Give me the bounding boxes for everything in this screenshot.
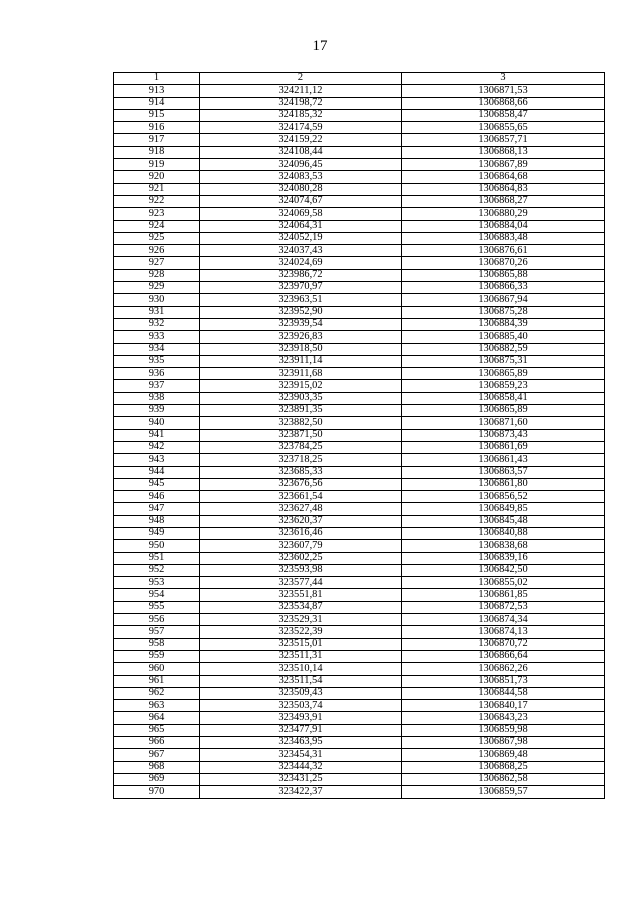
cell-y-coordinate: 1306868,25 (402, 761, 605, 773)
table-row (114, 183, 605, 195)
cell-x-coordinate: 324108,44 (200, 146, 402, 158)
cell-y-coordinate: 1306885,40 (402, 331, 605, 343)
cell-x-coordinate: 323431,25 (200, 773, 402, 785)
cell-x-coordinate: 324185,32 (200, 109, 402, 121)
cell-x-coordinate: 323784,25 (200, 441, 402, 453)
table-row (114, 429, 605, 441)
table-row (114, 503, 605, 515)
table-header (114, 73, 605, 85)
cell-y-coordinate: 1306864,68 (402, 171, 605, 183)
cell-point-number: 970 (114, 786, 200, 798)
table-row (114, 749, 605, 761)
cell-x-coordinate: 323602,25 (200, 552, 402, 564)
cell-y-coordinate: 1306875,28 (402, 306, 605, 318)
table-row (114, 700, 605, 712)
table-row (114, 675, 605, 687)
cell-point-number: 955 (114, 601, 200, 613)
cell-y-coordinate: 1306869,48 (402, 749, 605, 761)
cell-x-coordinate: 324159,22 (200, 134, 402, 146)
table-row (114, 626, 605, 638)
cell-y-coordinate: 1306857,71 (402, 134, 605, 146)
cell-x-coordinate: 323685,33 (200, 466, 402, 478)
cell-point-number: 962 (114, 687, 200, 699)
cell-x-coordinate: 323891,35 (200, 405, 402, 417)
cell-point-number: 941 (114, 429, 200, 441)
cell-y-coordinate: 1306883,48 (402, 232, 605, 244)
cell-x-coordinate: 324198,72 (200, 97, 402, 109)
cell-x-coordinate: 324052,19 (200, 232, 402, 244)
cell-x-coordinate: 324037,43 (200, 245, 402, 257)
cell-y-coordinate: 1306855,02 (402, 577, 605, 589)
cell-point-number: 951 (114, 552, 200, 564)
table-row (114, 85, 605, 97)
table-row (114, 687, 605, 699)
table-row (114, 318, 605, 330)
cell-x-coordinate: 324064,31 (200, 220, 402, 232)
table-row (114, 368, 605, 380)
cell-point-number: 922 (114, 195, 200, 207)
cell-x-coordinate: 323444,32 (200, 761, 402, 773)
cell-point-number: 934 (114, 343, 200, 355)
cell-x-coordinate: 323522,39 (200, 626, 402, 638)
table-row (114, 737, 605, 749)
cell-y-coordinate: 1306843,23 (402, 712, 605, 724)
cell-y-coordinate: 1306871,53 (402, 85, 605, 97)
table-row (114, 441, 605, 453)
cell-y-coordinate: 1306840,17 (402, 700, 605, 712)
cell-y-coordinate: 1306862,58 (402, 773, 605, 785)
cell-point-number: 915 (114, 109, 200, 121)
cell-y-coordinate: 1306865,89 (402, 405, 605, 417)
table-row (114, 355, 605, 367)
cell-point-number: 948 (114, 515, 200, 527)
cell-point-number: 927 (114, 257, 200, 269)
cell-y-coordinate: 1306874,34 (402, 614, 605, 626)
cell-point-number: 952 (114, 564, 200, 576)
cell-y-coordinate: 1306840,88 (402, 527, 605, 539)
table-row (114, 650, 605, 662)
cell-point-number: 919 (114, 159, 200, 171)
table-row (114, 773, 605, 785)
cell-point-number: 923 (114, 208, 200, 220)
cell-y-coordinate: 1306856,52 (402, 491, 605, 503)
cell-point-number: 918 (114, 146, 200, 158)
table-row (114, 343, 605, 355)
table-row (114, 269, 605, 281)
cell-point-number: 946 (114, 491, 200, 503)
cell-point-number: 968 (114, 761, 200, 773)
cell-point-number: 966 (114, 737, 200, 749)
cell-point-number: 935 (114, 355, 200, 367)
table-row (114, 109, 605, 121)
cell-x-coordinate: 323911,14 (200, 355, 402, 367)
cell-y-coordinate: 1306871,60 (402, 417, 605, 429)
column-header-point-number: 1 (114, 73, 200, 85)
cell-point-number: 928 (114, 269, 200, 281)
cell-point-number: 924 (114, 220, 200, 232)
table-row (114, 306, 605, 318)
cell-x-coordinate: 323534,87 (200, 601, 402, 613)
cell-x-coordinate: 323718,25 (200, 454, 402, 466)
cell-point-number: 929 (114, 282, 200, 294)
cell-y-coordinate: 1306859,23 (402, 380, 605, 392)
cell-y-coordinate: 1306870,26 (402, 257, 605, 269)
table-row (114, 454, 605, 466)
cell-point-number: 937 (114, 380, 200, 392)
cell-point-number: 961 (114, 675, 200, 687)
cell-x-coordinate: 324083,53 (200, 171, 402, 183)
cell-point-number: 932 (114, 318, 200, 330)
cell-x-coordinate: 324024,69 (200, 257, 402, 269)
cell-x-coordinate: 323515,01 (200, 638, 402, 650)
table-row (114, 614, 605, 626)
cell-x-coordinate: 324211,12 (200, 85, 402, 97)
cell-point-number: 930 (114, 294, 200, 306)
cell-point-number: 956 (114, 614, 200, 626)
cell-y-coordinate: 1306884,04 (402, 220, 605, 232)
cell-point-number: 933 (114, 331, 200, 343)
cell-x-coordinate: 324174,59 (200, 122, 402, 134)
cell-x-coordinate: 323509,43 (200, 687, 402, 699)
cell-y-coordinate: 1306882,59 (402, 343, 605, 355)
cell-x-coordinate: 323510,14 (200, 663, 402, 675)
table-row (114, 663, 605, 675)
table-row (114, 761, 605, 773)
cell-x-coordinate: 323963,51 (200, 294, 402, 306)
cell-x-coordinate: 323503,74 (200, 700, 402, 712)
column-header-y-coordinate: 3 (402, 73, 605, 85)
table-row (114, 97, 605, 109)
table-row (114, 122, 605, 134)
cell-point-number: 942 (114, 441, 200, 453)
cell-y-coordinate: 1306867,98 (402, 737, 605, 749)
table-row (114, 491, 605, 503)
cell-point-number: 926 (114, 245, 200, 257)
cell-x-coordinate: 323627,48 (200, 503, 402, 515)
cell-y-coordinate: 1306876,61 (402, 245, 605, 257)
cell-x-coordinate: 323918,50 (200, 343, 402, 355)
cell-point-number: 921 (114, 183, 200, 195)
cell-y-coordinate: 1306861,80 (402, 478, 605, 490)
table-row (114, 392, 605, 404)
cell-y-coordinate: 1306865,89 (402, 368, 605, 380)
cell-y-coordinate: 1306861,43 (402, 454, 605, 466)
cell-y-coordinate: 1306865,88 (402, 269, 605, 281)
cell-y-coordinate: 1306849,85 (402, 503, 605, 515)
cell-y-coordinate: 1306839,16 (402, 552, 605, 564)
cell-x-coordinate: 323939,54 (200, 318, 402, 330)
table-row (114, 208, 605, 220)
cell-point-number: 944 (114, 466, 200, 478)
cell-y-coordinate: 1306859,98 (402, 724, 605, 736)
table-row (114, 159, 605, 171)
cell-x-coordinate: 323529,31 (200, 614, 402, 626)
cell-point-number: 964 (114, 712, 200, 724)
cell-y-coordinate: 1306842,50 (402, 564, 605, 576)
cell-point-number: 917 (114, 134, 200, 146)
cell-point-number: 967 (114, 749, 200, 761)
cell-point-number: 931 (114, 306, 200, 318)
cell-y-coordinate: 1306844,58 (402, 687, 605, 699)
table-row (114, 282, 605, 294)
table-row (114, 257, 605, 269)
cell-x-coordinate: 323871,50 (200, 429, 402, 441)
table-row (114, 245, 605, 257)
cell-point-number: 959 (114, 650, 200, 662)
cell-x-coordinate: 323661,54 (200, 491, 402, 503)
header-row (114, 73, 605, 85)
cell-y-coordinate: 1306875,31 (402, 355, 605, 367)
cell-y-coordinate: 1306864,83 (402, 183, 605, 195)
cell-y-coordinate: 1306868,66 (402, 97, 605, 109)
table-row (114, 417, 605, 429)
cell-point-number: 960 (114, 663, 200, 675)
cell-y-coordinate: 1306873,43 (402, 429, 605, 441)
cell-y-coordinate: 1306884,39 (402, 318, 605, 330)
table-row (114, 294, 605, 306)
cell-x-coordinate: 323607,79 (200, 540, 402, 552)
cell-point-number: 965 (114, 724, 200, 736)
cell-y-coordinate: 1306868,27 (402, 195, 605, 207)
cell-x-coordinate: 323577,44 (200, 577, 402, 589)
cell-x-coordinate: 323903,35 (200, 392, 402, 404)
cell-point-number: 957 (114, 626, 200, 638)
table-row (114, 786, 605, 798)
cell-x-coordinate: 323422,37 (200, 786, 402, 798)
cell-x-coordinate: 323676,56 (200, 478, 402, 490)
table-row (114, 577, 605, 589)
cell-x-coordinate: 323463,95 (200, 737, 402, 749)
cell-y-coordinate: 1306870,72 (402, 638, 605, 650)
cell-y-coordinate: 1306866,33 (402, 282, 605, 294)
cell-y-coordinate: 1306862,26 (402, 663, 605, 675)
cell-point-number: 939 (114, 405, 200, 417)
cell-x-coordinate: 324074,67 (200, 195, 402, 207)
cell-point-number: 949 (114, 527, 200, 539)
cell-x-coordinate: 323551,81 (200, 589, 402, 601)
cell-point-number: 943 (114, 454, 200, 466)
cell-y-coordinate: 1306866,64 (402, 650, 605, 662)
cell-y-coordinate: 1306872,53 (402, 601, 605, 613)
coordinates-table (113, 72, 605, 799)
cell-y-coordinate: 1306867,89 (402, 159, 605, 171)
cell-x-coordinate: 323986,72 (200, 269, 402, 281)
cell-x-coordinate: 324096,45 (200, 159, 402, 171)
cell-x-coordinate: 324080,28 (200, 183, 402, 195)
cell-x-coordinate: 323952,90 (200, 306, 402, 318)
cell-x-coordinate: 323926,83 (200, 331, 402, 343)
table-row (114, 589, 605, 601)
table-row (114, 724, 605, 736)
cell-y-coordinate: 1306858,47 (402, 109, 605, 121)
cell-point-number: 940 (114, 417, 200, 429)
cell-point-number: 953 (114, 577, 200, 589)
cell-x-coordinate: 323477,91 (200, 724, 402, 736)
table-row (114, 134, 605, 146)
table-row (114, 195, 605, 207)
cell-point-number: 958 (114, 638, 200, 650)
cell-y-coordinate: 1306851,73 (402, 675, 605, 687)
table-row (114, 638, 605, 650)
cell-y-coordinate: 1306863,57 (402, 466, 605, 478)
page-number: 17 (312, 38, 328, 54)
cell-x-coordinate: 323616,46 (200, 527, 402, 539)
cell-point-number: 954 (114, 589, 200, 601)
table-row (114, 466, 605, 478)
table-row (114, 331, 605, 343)
cell-y-coordinate: 1306861,85 (402, 589, 605, 601)
cell-x-coordinate: 323620,37 (200, 515, 402, 527)
cell-point-number: 914 (114, 97, 200, 109)
cell-x-coordinate: 323511,54 (200, 675, 402, 687)
cell-x-coordinate: 323915,02 (200, 380, 402, 392)
cell-point-number: 913 (114, 85, 200, 97)
table-row (114, 220, 605, 232)
table-row (114, 405, 605, 417)
cell-y-coordinate: 1306868,13 (402, 146, 605, 158)
cell-x-coordinate: 324069,58 (200, 208, 402, 220)
cell-point-number: 925 (114, 232, 200, 244)
cell-y-coordinate: 1306838,68 (402, 540, 605, 552)
cell-y-coordinate: 1306845,48 (402, 515, 605, 527)
cell-point-number: 936 (114, 368, 200, 380)
cell-x-coordinate: 323493,91 (200, 712, 402, 724)
column-header-x-coordinate: 2 (200, 73, 402, 85)
cell-x-coordinate: 323882,50 (200, 417, 402, 429)
cell-y-coordinate: 1306874,13 (402, 626, 605, 638)
cell-y-coordinate: 1306858,41 (402, 392, 605, 404)
table-row (114, 601, 605, 613)
cell-point-number: 969 (114, 773, 200, 785)
cell-point-number: 963 (114, 700, 200, 712)
cell-y-coordinate: 1306867,94 (402, 294, 605, 306)
cell-point-number: 920 (114, 171, 200, 183)
table-body (114, 85, 605, 798)
cell-y-coordinate: 1306859,57 (402, 786, 605, 798)
cell-point-number: 916 (114, 122, 200, 134)
cell-x-coordinate: 323911,68 (200, 368, 402, 380)
table-row (114, 478, 605, 490)
table-row (114, 515, 605, 527)
cell-y-coordinate: 1306861,69 (402, 441, 605, 453)
table-row (114, 232, 605, 244)
cell-x-coordinate: 323593,98 (200, 564, 402, 576)
table-row (114, 171, 605, 183)
cell-x-coordinate: 323511,31 (200, 650, 402, 662)
cell-y-coordinate: 1306880,29 (402, 208, 605, 220)
table-row (114, 552, 605, 564)
table-row (114, 540, 605, 552)
table-row (114, 564, 605, 576)
table-row (114, 527, 605, 539)
cell-y-coordinate: 1306855,65 (402, 122, 605, 134)
table-row (114, 712, 605, 724)
cell-x-coordinate: 323454,31 (200, 749, 402, 761)
cell-point-number: 945 (114, 478, 200, 490)
cell-x-coordinate: 323970,97 (200, 282, 402, 294)
table-row (114, 146, 605, 158)
cell-point-number: 947 (114, 503, 200, 515)
cell-point-number: 950 (114, 540, 200, 552)
cell-point-number: 938 (114, 392, 200, 404)
table-row (114, 380, 605, 392)
